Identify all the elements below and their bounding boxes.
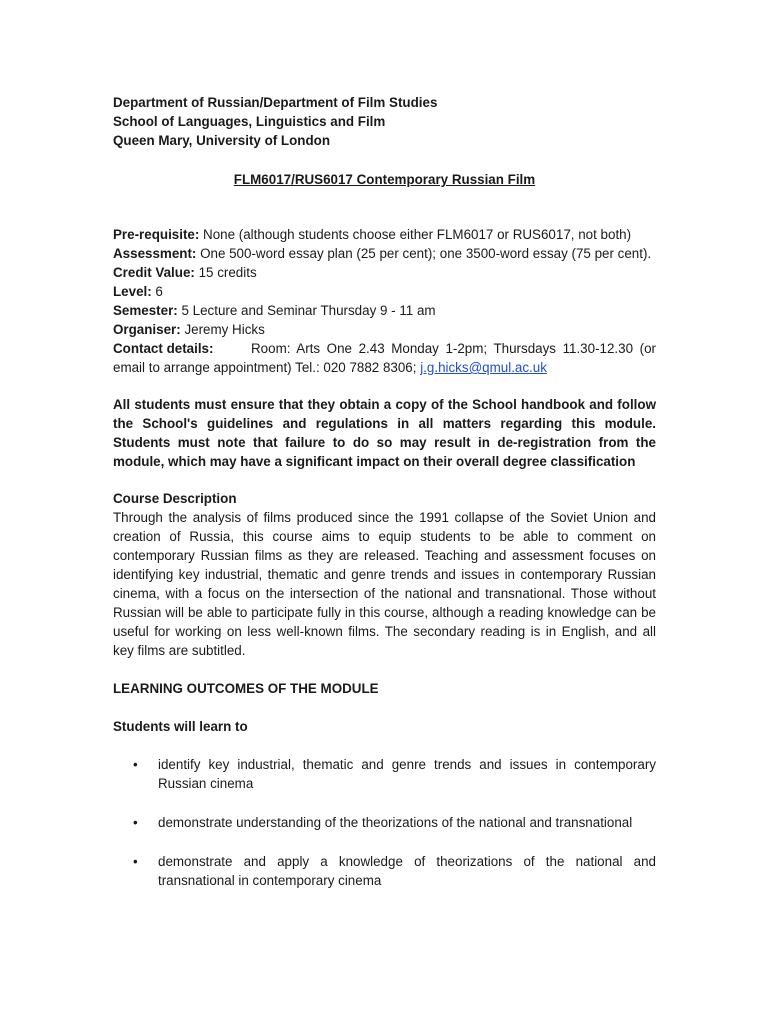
contact-email-link[interactable]: j.g.hicks@qmul.ac.uk	[420, 360, 547, 375]
contact-row	[113, 339, 656, 377]
learning-outcomes-intro: Students will learn to	[113, 719, 248, 734]
list-item-text: demonstrate and apply a knowledge of theorizations of the national and transnational in contemporary cinema	[158, 854, 656, 888]
semester-label: Semester:	[113, 303, 178, 318]
course-description-body: Through the analysis of films produced since the 1991 collapse of the Soviet Union and creation of Russia, this course aims to equip students to be able to comment on contemporary Russian films as they are released. Teaching and assessment focuses on identifying key industrial, thematic and genre trends and issues in contemporary Russian cinema, with a focus on the intersection of the national and transnational. Those without Russian will be able to participate fully in this course, although a reading knowledge can be useful for working on less well-known films. The secondary reading is in English, and all key films are subtitled.	[113, 510, 656, 658]
assessment-value: One 500-word essay plan (25 per cent); one 3500-word essay (75 per cent).	[196, 246, 652, 261]
list-item	[113, 813, 656, 832]
semester-value: 5 Lecture and Seminar Thursday 9 - 11 am	[177, 303, 436, 318]
department-header	[113, 93, 656, 150]
credit-value: 15 credits	[194, 265, 257, 280]
bullet-icon: •	[133, 757, 138, 772]
level-label: Level:	[113, 284, 152, 299]
bullet-icon: •	[133, 854, 138, 869]
school-line: School of Languages, Linguistics and Film	[113, 114, 386, 129]
department-line: Department of Russian/Department of Film Studies	[113, 95, 438, 110]
level-row	[113, 282, 656, 301]
course-description-heading: Course Description	[113, 491, 237, 506]
learning-outcomes-heading: LEARNING OUTCOMES OF THE MODULE	[113, 681, 379, 696]
module-details	[113, 225, 656, 377]
list-item	[113, 755, 656, 793]
prerequisite-label: Pre-requisite:	[113, 227, 200, 242]
semester-row	[113, 301, 656, 320]
document-content	[113, 93, 656, 910]
prerequisite-value: None (although students choose either FLM6017 or RUS6017, not both)	[199, 227, 632, 242]
organiser-label: Organiser:	[113, 322, 181, 337]
assessment-row	[113, 244, 656, 263]
bullet-icon: •	[133, 815, 138, 830]
contact-value: Room: Arts One 2.43 Monday 1-2pm; Thursdays 11.30-12.30 (or email to arrange appointment) Tel.: 020 7882 8306;	[113, 341, 656, 375]
list-item-text: identify key industrial, thematic and genre trends and issues in contemporary Russian cinema	[158, 757, 656, 791]
university-line: Queen Mary, University of London	[113, 133, 331, 148]
credit-row	[113, 263, 656, 282]
prerequisite-row	[113, 225, 656, 244]
learning-outcomes-list	[113, 755, 656, 890]
handbook-notice: All students must ensure that they obtain a copy of the School handbook and follow the School's guidelines and regulations in all matters regarding this module. Students must note that failure to do so may result in de-registration from the module, which may have a significant impact on their overall degree classification	[113, 397, 656, 469]
contact-label: Contact details:	[113, 341, 214, 356]
list-item-text: demonstrate understanding of the theorizations of the national and transnational	[158, 815, 633, 830]
organiser-row	[113, 320, 656, 339]
assessment-label: Assessment:	[113, 246, 197, 261]
organiser-value: Jeremy Hicks	[180, 322, 265, 337]
list-item	[113, 852, 656, 890]
credit-label: Credit Value:	[113, 265, 195, 280]
level-value: 6	[151, 284, 163, 299]
course-title: FLM6017/RUS6017 Contemporary Russian Film	[233, 172, 536, 187]
